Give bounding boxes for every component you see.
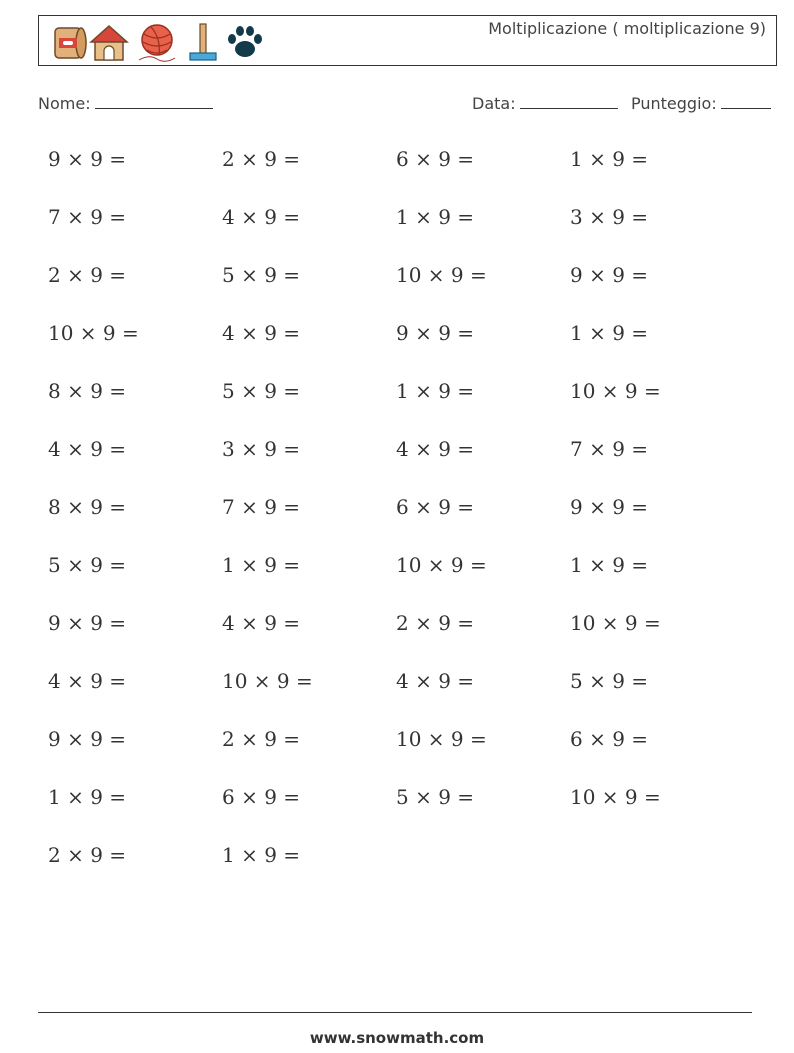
problem-item: 3 × 9 = <box>570 205 649 229</box>
problem-item: 9 × 9 = <box>48 147 127 171</box>
problem-item: 10 × 9 = <box>222 669 313 693</box>
problem-item: 1 × 9 = <box>48 785 127 809</box>
problem-item: 2 × 9 = <box>222 147 301 171</box>
problem-item: 4 × 9 = <box>222 321 301 345</box>
problem-item: 4 × 9 = <box>396 669 475 693</box>
problem-item: 5 × 9 = <box>570 669 649 693</box>
worksheet-title: Moltiplicazione ( moltiplicazione 9) <box>488 19 766 38</box>
name-blank[interactable] <box>95 92 213 109</box>
problem-item: 2 × 9 = <box>48 843 127 867</box>
problem-item: 4 × 9 = <box>48 669 127 693</box>
problem-item: 5 × 9 = <box>48 553 127 577</box>
problem-item: 6 × 9 = <box>222 785 301 809</box>
problem-item: 1 × 9 = <box>222 553 301 577</box>
problem-item: 10 × 9 = <box>396 263 487 287</box>
date-blank[interactable] <box>520 92 618 109</box>
problem-item: 7 × 9 = <box>570 437 649 461</box>
problem-item: 10 × 9 = <box>570 611 661 635</box>
problem-item: 3 × 9 = <box>222 437 301 461</box>
problem-item: 10 × 9 = <box>570 379 661 403</box>
problem-item: 2 × 9 = <box>396 611 475 635</box>
problem-item: 1 × 9 = <box>396 205 475 229</box>
problem-item: 1 × 9 = <box>570 147 649 171</box>
problem-item: 6 × 9 = <box>396 495 475 519</box>
problem-item: 1 × 9 = <box>570 321 649 345</box>
problem-item: 9 × 9 = <box>396 321 475 345</box>
problem-item: 2 × 9 = <box>222 727 301 751</box>
dog-house-icon <box>87 20 131 64</box>
footer-website: www.snowmath.com <box>309 1029 485 1047</box>
problem-item: 10 × 9 = <box>396 553 487 577</box>
problem-item: 5 × 9 = <box>222 263 301 287</box>
problem-item: 1 × 9 = <box>222 843 301 867</box>
problem-item: 8 × 9 = <box>48 379 127 403</box>
name-label: Nome: <box>38 94 91 113</box>
problem-item: 4 × 9 = <box>48 437 127 461</box>
problem-item: 6 × 9 = <box>396 147 475 171</box>
problem-item: 4 × 9 = <box>222 205 301 229</box>
problem-item: 2 × 9 = <box>48 263 127 287</box>
date-field <box>472 92 618 113</box>
problem-item: 6 × 9 = <box>570 727 649 751</box>
score-blank[interactable] <box>721 92 771 109</box>
problem-item: 1 × 9 = <box>396 379 475 403</box>
problem-item: 8 × 9 = <box>48 495 127 519</box>
problem-item: 9 × 9 = <box>48 611 127 635</box>
problem-item: 7 × 9 = <box>222 495 301 519</box>
header-box <box>38 15 777 66</box>
date-label: Data: <box>472 94 516 113</box>
problem-item: 10 × 9 = <box>48 321 139 345</box>
problem-item: 5 × 9 = <box>396 785 475 809</box>
problem-item: 10 × 9 = <box>570 785 661 809</box>
paw-print-icon <box>223 20 267 64</box>
name-field <box>38 92 213 113</box>
problem-item: 5 × 9 = <box>222 379 301 403</box>
scratching-post-icon <box>181 20 225 64</box>
problem-item: 4 × 9 = <box>396 437 475 461</box>
dog-food-can-icon <box>47 20 91 64</box>
problem-item: 9 × 9 = <box>48 727 127 751</box>
problem-item: 9 × 9 = <box>570 495 649 519</box>
problem-item: 7 × 9 = <box>48 205 127 229</box>
footer-divider <box>38 1012 752 1013</box>
problem-item: 1 × 9 = <box>570 553 649 577</box>
problem-item: 4 × 9 = <box>222 611 301 635</box>
score-label: Punteggio: <box>631 94 717 113</box>
score-field <box>631 92 771 113</box>
problem-item: 9 × 9 = <box>570 263 649 287</box>
yarn-ball-icon <box>135 20 179 64</box>
problem-item: 10 × 9 = <box>396 727 487 751</box>
